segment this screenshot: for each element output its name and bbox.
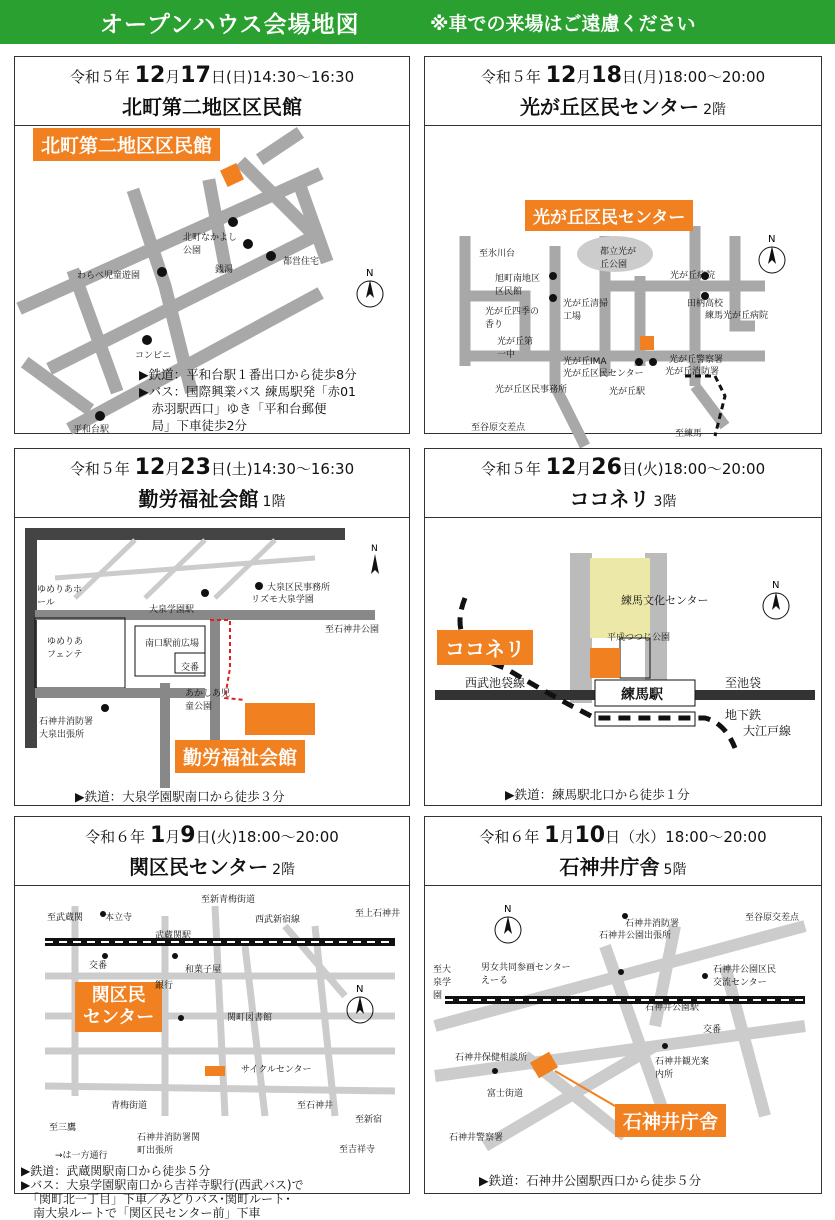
north-arrow-icon	[757, 232, 787, 276]
month: 12	[545, 63, 577, 88]
map-label: 光が丘区民センター	[563, 369, 644, 379]
map-label: 至石神井公園	[325, 625, 380, 635]
venue-title: 関区民センター	[128, 855, 269, 879]
access-line: 「関町北一丁目」下車／みどりバス･関町ルート･	[21, 1192, 292, 1206]
map-label: ゆめりあフェンテ	[47, 637, 84, 660]
month: 1	[544, 823, 560, 848]
venue-title: ココネリ	[569, 487, 650, 511]
map-label: わらべ児童遊園	[77, 271, 141, 281]
event-date	[15, 455, 409, 480]
map-label: 至石神井	[297, 1101, 334, 1111]
map-label: 光が丘清掃工場	[563, 299, 609, 322]
svg-text:N: N	[504, 904, 512, 915]
weekday: （水）	[620, 828, 666, 846]
map-label: 光が丘四季の香り	[485, 307, 540, 330]
map-label: ゆめりあホール	[37, 585, 83, 608]
map-label: 武蔵関駅	[155, 931, 192, 941]
map-label: 平成つつじ公園	[607, 633, 671, 643]
map-label: 富士街道	[487, 1089, 524, 1099]
map-label: 至練馬	[675, 429, 703, 439]
access-line: ▶バス：国際興業バス 練馬駅発「赤01	[139, 384, 356, 399]
map-label: 至三鷹	[49, 1123, 77, 1133]
access-line: 赤羽駅西口」ゆき「平和台郵便	[139, 401, 327, 416]
map-label: 石神井公園駅	[645, 1003, 700, 1013]
event-date	[425, 455, 821, 480]
venue-name	[15, 851, 409, 880]
day-unit: 日	[210, 460, 226, 478]
map-label: リズモ大泉学園	[251, 595, 314, 605]
era: 令和６年	[479, 828, 540, 846]
event-time: 14:30〜16:30	[252, 68, 355, 86]
map-label: 光が丘区民事務所	[495, 385, 568, 395]
access-line: ▶鉄道：石神井公園駅西口から徒歩５分	[479, 1173, 702, 1188]
venue-title: 石神井庁舎	[559, 855, 660, 879]
event-time: 18:00〜20:00	[663, 68, 766, 86]
month: 12	[134, 63, 166, 88]
venue-tag: 北町第二地区区民館	[33, 128, 220, 161]
map-label: 石神井公園出張所	[599, 931, 672, 941]
map-label: 大泉区民事務所	[267, 583, 331, 593]
day-unit: 日	[621, 68, 637, 86]
venue-name	[15, 91, 409, 120]
map-label: 石神井警察署	[449, 1133, 504, 1143]
weekday: (土)	[225, 460, 253, 478]
map-label: 光が丘IMA	[563, 357, 607, 367]
map-label: 田柄高校	[687, 299, 724, 309]
access-info	[505, 786, 690, 803]
venue-name	[15, 483, 409, 512]
map-label: 交番	[703, 1025, 722, 1035]
map-label: 大泉学園駅	[149, 605, 195, 615]
access-info	[139, 366, 357, 434]
svg-text:N: N	[772, 580, 780, 591]
venue-map	[15, 125, 409, 433]
map-label: 石神井公園区民交流センター	[713, 965, 777, 988]
venue-marker	[205, 1066, 225, 1076]
venue-marker	[640, 336, 654, 350]
event-date	[425, 823, 821, 848]
venue-map	[425, 517, 821, 805]
month-unit: 月	[165, 828, 181, 846]
event-time: 18:00〜20:00	[665, 828, 767, 846]
floor: 3階	[653, 494, 677, 510]
venue-tag: 勤労福祉会館	[175, 740, 305, 773]
map-label: 石神井消防署大泉出張所	[39, 717, 94, 740]
day: 23	[180, 455, 211, 480]
svg-text:N: N	[371, 544, 378, 554]
venue-map	[15, 885, 409, 1220]
month-unit: 月	[576, 68, 592, 86]
svg-text:N: N	[356, 984, 364, 995]
access-info	[75, 788, 285, 805]
map-label: 練馬文化センター	[621, 594, 709, 607]
weekday: (月)	[636, 68, 664, 86]
day-unit: 日	[210, 68, 226, 86]
panel-hikarigaoka	[424, 56, 822, 439]
weekday: (火)	[636, 460, 664, 478]
floor: 1階	[262, 494, 286, 510]
north-arrow-icon	[761, 578, 791, 622]
map-label: あかしあ児童公園	[185, 689, 231, 712]
map-label: 光が丘第一中	[497, 337, 534, 360]
map-label: 至吉祥寺	[339, 1145, 376, 1155]
floor: 2階	[272, 862, 296, 878]
panel-kitamachi	[14, 56, 410, 434]
day-unit: 日	[605, 828, 621, 846]
map-label: 練馬光が丘病院	[705, 311, 769, 321]
access-line: ▶鉄道：大泉学園駅南口から徒歩３分	[75, 789, 285, 804]
map-label: 銭湯	[215, 265, 234, 275]
map-label: 都営住宅	[283, 257, 320, 267]
map-label: 西武新宿線	[255, 915, 301, 925]
map-label: 石神井消防署関町出張所	[137, 1133, 201, 1156]
venue-name	[425, 483, 821, 512]
map-label: 石神井消防署	[625, 919, 680, 929]
month-unit: 月	[576, 460, 592, 478]
panel-shakujii	[424, 816, 822, 1194]
map-label: 至新宿	[355, 1115, 383, 1125]
era: 令和５年	[69, 68, 130, 86]
svg-text:N: N	[768, 234, 776, 245]
era: 令和５年	[480, 68, 541, 86]
venue-map	[425, 125, 821, 439]
header-bar	[0, 0, 835, 44]
access-info	[479, 1172, 701, 1189]
month: 1	[149, 823, 166, 848]
access-line: ▶鉄道：平和台駅１番出口から徒歩8分	[139, 367, 357, 382]
page-title: オープンハウス会場地図	[100, 12, 360, 38]
north-arrow-icon	[345, 982, 375, 1026]
map-label: 交番	[181, 663, 200, 673]
access-line: ▶鉄道：武蔵関駅南口から徒歩５分	[21, 1164, 211, 1178]
event-date	[15, 823, 409, 848]
map-label: 旭町南地区区民館	[495, 274, 541, 297]
day: 26	[591, 455, 622, 480]
venue-tag: 石神井庁舎	[615, 1104, 726, 1137]
venue-map	[15, 517, 409, 805]
weekday: (火)	[210, 828, 238, 846]
map-legend: →は一方通行	[55, 1151, 108, 1161]
map-label: 関町図書館	[227, 1013, 273, 1023]
venue-marker	[590, 648, 620, 678]
map-label: 光が丘病院	[670, 271, 716, 281]
map-label: 至池袋	[725, 676, 762, 690]
map-label: 青梅街道	[111, 1101, 148, 1111]
map-label: 男女共同参画センターえーる	[481, 963, 571, 986]
map-label: コンビニ	[135, 351, 172, 361]
floor: 5階	[663, 862, 687, 878]
event-time: 18:00〜20:00	[237, 828, 339, 846]
map-label: 地下鉄	[725, 708, 762, 722]
floor: 2階	[703, 102, 727, 118]
map-label: 和菓子屋	[185, 965, 222, 975]
map-label: 交番	[89, 961, 108, 971]
event-date	[425, 63, 821, 88]
map-label: 至新青梅街道	[201, 895, 256, 905]
map-label: 大江戸線	[743, 724, 792, 738]
era: 令和５年	[69, 460, 130, 478]
weekday: (日)	[225, 68, 253, 86]
month: 12	[545, 455, 577, 480]
map-label: 至武蔵関	[47, 913, 84, 923]
map-label: 至谷原交差点	[471, 423, 526, 433]
map-label: 都立光が丘公園	[600, 247, 637, 270]
map-label: 至大泉学園	[433, 965, 452, 1001]
map-label: 南口駅前広場	[145, 639, 200, 649]
map-label: 銀行	[155, 981, 174, 991]
event-date	[15, 63, 409, 88]
map-label: 北町なかよし公園	[183, 233, 238, 256]
venue-name	[425, 851, 821, 880]
map-label: 平和台駅	[73, 425, 110, 435]
venue-tag: 関区民 センター	[75, 982, 162, 1032]
month-unit: 月	[559, 828, 575, 846]
month-unit: 月	[165, 68, 181, 86]
car-notice: ※車での来場はご遠慮ください	[430, 13, 696, 35]
map-label: 光が丘消防署	[665, 367, 720, 377]
venue-title: 光が丘区民センター	[519, 95, 700, 119]
svg-text:N: N	[366, 268, 374, 279]
access-line: 南大泉ルートで「関区民センター前」下車	[21, 1206, 261, 1220]
map-label: 練馬駅	[621, 687, 663, 703]
map-label: 光が丘警察署	[669, 355, 724, 365]
day-unit: 日	[195, 828, 211, 846]
map-label: 光が丘駅	[609, 387, 646, 397]
venue-name	[425, 91, 821, 120]
event-time: 14:30〜16:30	[252, 460, 355, 478]
venue-title: 北町第二地区区民館	[122, 95, 302, 119]
day: 17	[180, 63, 211, 88]
panel-seki	[14, 816, 410, 1220]
map-label: 石神井観光案内所	[655, 1057, 710, 1080]
venue-tag: 光が丘区民センター	[525, 200, 693, 231]
panel-coconeri	[424, 448, 822, 806]
map-label: サイクルセンター	[241, 1065, 312, 1075]
map-label: 石神井保健相談所	[455, 1053, 528, 1063]
map-label: 至谷原交差点	[745, 913, 800, 923]
event-time: 18:00〜20:00	[663, 460, 766, 478]
venue-map	[425, 885, 821, 1193]
panel-kinrou	[14, 448, 410, 806]
venue-tag: ココネリ	[437, 630, 533, 665]
map-label: 本立寺	[105, 913, 133, 923]
access-info	[21, 1164, 304, 1220]
day: 9	[180, 823, 196, 848]
north-arrow-icon	[493, 902, 523, 946]
north-arrow-icon	[355, 266, 385, 310]
map-label: 至上石神井	[355, 909, 401, 919]
venue-title: 勤労福祉会館	[138, 487, 259, 511]
venue-marker	[245, 703, 315, 735]
access-line: 局」下車徒歩2分	[139, 418, 247, 433]
day-unit: 日	[621, 460, 637, 478]
day: 18	[591, 63, 622, 88]
month-unit: 月	[165, 460, 181, 478]
month: 12	[134, 455, 166, 480]
era: 令和６年	[85, 828, 146, 846]
day: 10	[574, 823, 606, 848]
map-label: 至氷川台	[479, 249, 516, 259]
map-label: 西武池袋線	[465, 676, 526, 690]
access-line: ▶バス：大泉学園駅南口から吉祥寺駅行(西武バス)で	[21, 1178, 304, 1192]
access-line: ▶鉄道：練馬駅北口から徒歩１分	[505, 787, 690, 802]
north-arrow-icon	[365, 542, 385, 576]
era: 令和５年	[480, 460, 541, 478]
